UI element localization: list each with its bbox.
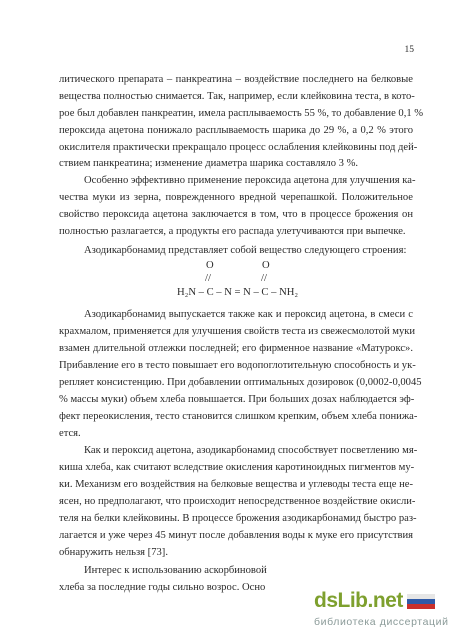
text-line: чества муки из зерна, поврежденного вредной черепашкой. Положительное	[59, 192, 413, 203]
text-line: взамен длительной отлежки последней; его фирменное название «Матурокс».	[59, 343, 413, 354]
text-line: Интерес к использованию аскорбиновой	[84, 565, 267, 576]
text-line: ствием панкреатина; изменение диаметра шарика составляло 3 %.	[59, 158, 359, 169]
text-line: полностью разлагается, а продукты его распада улетучиваются при выпечке.	[59, 226, 406, 237]
watermark	[308, 585, 450, 636]
text-line: киша хлеба, как считают вследствие окисления каротиноидных пигментов му-	[59, 462, 415, 473]
text-line: вещества полностью снимается. Так, например, если клейковина теста, в кото-	[59, 91, 415, 102]
text-line: крахмалом, применяется для улучшения свойств теста из свежесмолотой муки	[59, 326, 416, 337]
text-line: Особенно эффективно применение пероксида ацетона для улучшения ка-	[84, 175, 416, 186]
watermark-subtitle: библиотека диссертаций	[314, 616, 449, 628]
text-line: лагается и уже через 45 минут после добавления воды к муке его присутствия	[59, 530, 413, 541]
text-line: пероксида ацетона понижало расплываемость шарика до 29 %, а 0,2 % этого	[59, 125, 413, 136]
text-line: литического препарата – панкреатина – воздействие последнего на белковые	[59, 74, 413, 85]
text-line: свойство пероксида ацетона заключается в том, что в процессе брожения он	[59, 209, 413, 220]
flag-icon	[407, 594, 435, 609]
text-line: Прибавление его в тесто повышает его водопоглотительную способность и ук-	[59, 360, 416, 371]
text-line: Азодикарбонамид представляет собой вещество следующего строения:	[84, 245, 407, 256]
text-line: % массы муки) объем хлеба повышается. При больших дозах наблюдается эф-	[59, 394, 415, 405]
watermark-logo: dsLib.net	[314, 589, 403, 612]
text-line: репляет консистенцию. При добавлении оптимальных дозировок (0,0002-0,0045	[59, 377, 422, 388]
text-line: ется.	[59, 428, 81, 439]
formula-o-left: O	[206, 260, 214, 271]
text-line: теля на белки клейковины. В процессе брожения азодикарбонамид быстро раз-	[59, 513, 417, 524]
page-number: 15	[404, 45, 414, 55]
text-line: рое был добавлен панкреатин, имела расплываемость 55 %, то добавление 0,1 %	[59, 108, 424, 119]
text-line: Азодикарбонамид выпускается также как и пероксид ацетона, в смеси с	[84, 309, 413, 320]
text-line: фект переокисления, тесто становится слишком крепким, объем хлеба понижа-	[59, 411, 418, 422]
text-line: ясен, но предполагают, что происходит непосредственное воздействие окисли-	[59, 496, 416, 507]
formula-bond-left: //	[205, 273, 211, 284]
formula-o-right: O	[262, 260, 270, 271]
formula-main: H₂N – C – N = N – C – NH₂	[177, 287, 299, 298]
text-line: окислителя практически прекращало процесс ослабления клейковины под дей-	[59, 142, 418, 153]
text-line: хлеба за последние годы сильно возрос. Осно	[59, 582, 266, 593]
text-line: Как и пероксид ацетона, азодикарбонамид способствует посветлению мя-	[84, 445, 418, 456]
text-line: обнаружить нельзя [73].	[59, 547, 168, 558]
formula-bond-right: //	[261, 273, 267, 284]
text-line: ки. Механизм его воздействия на белковые вещества и углеводы теста еще не-	[59, 479, 413, 490]
